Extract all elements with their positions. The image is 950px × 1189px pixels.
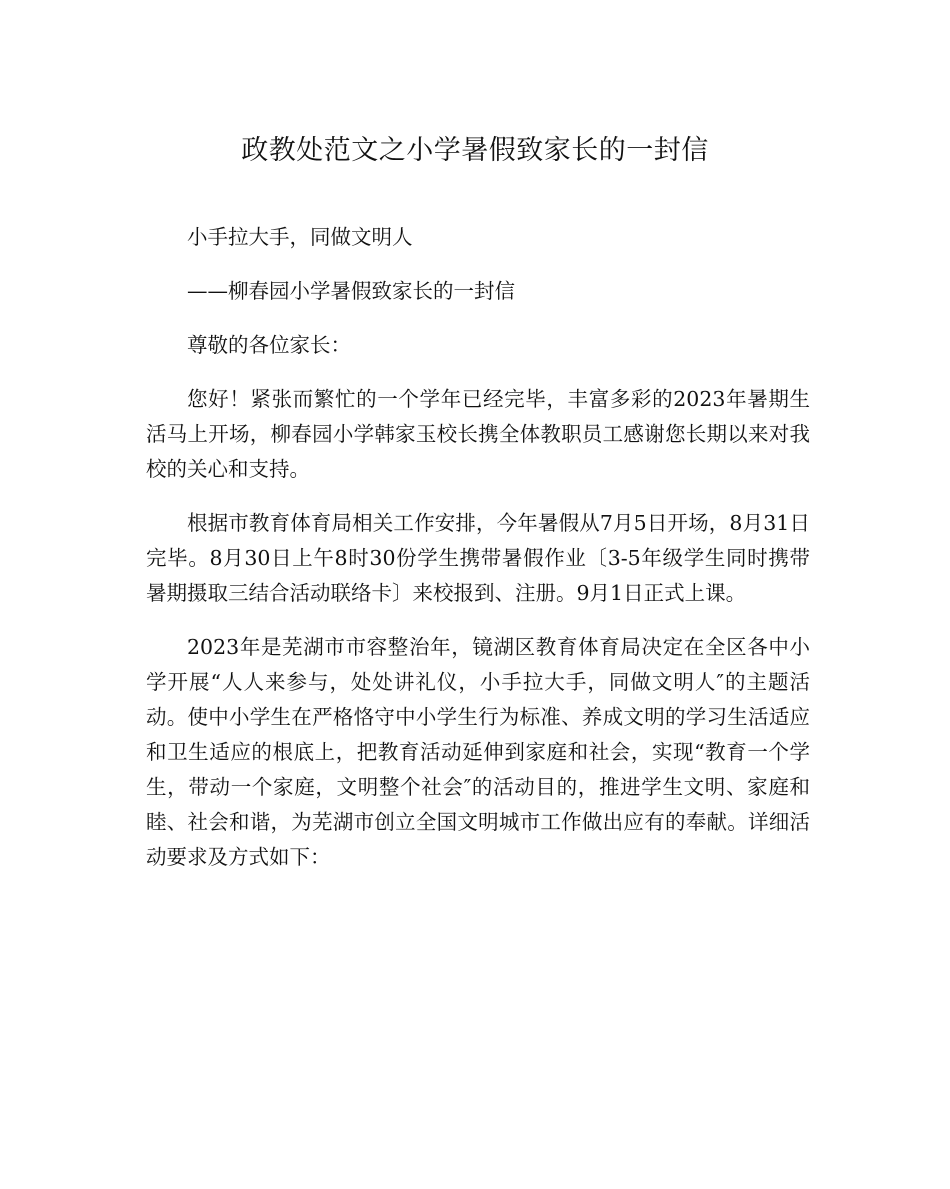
- paragraph-schedule: 根据市教育体育局相关工作安排，今年暑假从7月5日开场，8月31日完毕。8月30日上午8时30份学生携带暑假作业〔3-5年级学生同时携带暑期摄取三结合活动联络卡〕来校报到、注册。9月1日正式上课。: [146, 511, 810, 605]
- paragraph-activity: 2023年是芜湖市市容整治年，镜湖区教育体育局决定在全区各中小学开展“人人来参与，处处讲礼仪，小手拉大手，同做文明人″的主题活动。使中小学生在严格恪守中小学生行为标准、养成文明的学习生活适应和卫生适应的根底上，把教育活动延伸到家庭和社会，实现“教育一个学生，带动一个家庭，文明整个社会″的活动目的，推进学生文明、家庭和睦、社会和谐，为芜湖市创立全国文明城市工作做出应有的奉献。详细活动要求及方式如下：: [146, 635, 810, 869]
- paragraph-greeting: 您好！紧张而繁忙的一个学年已经完毕，丰富多彩的2023年暑期生活马上开场，柳春园小学韩家玉校长携全体教职员工感谢您长期以来对我校的关心和支持。: [146, 387, 810, 481]
- salutation: 尊敬的各位家长：: [187, 333, 351, 357]
- document-body: [146, 220, 810, 894]
- document-title: 政教处范文之小学暑假致家长的一封信: [241, 135, 709, 166]
- subtitle-line: 小手拉大手，同做文明人: [187, 225, 413, 249]
- sub-heading-line: ——柳春园小学暑假致家长的一封信: [187, 279, 515, 303]
